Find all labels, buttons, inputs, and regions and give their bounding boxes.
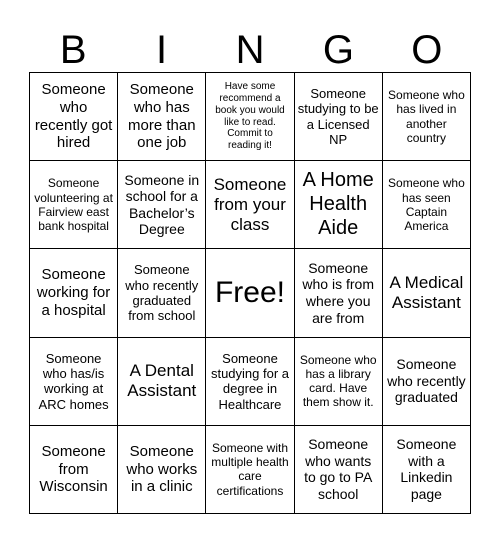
bingo-cell[interactable] — [295, 161, 383, 249]
bingo-cell[interactable] — [383, 73, 471, 161]
bingo-cell[interactable] — [383, 249, 471, 337]
bingo-cell[interactable] — [295, 73, 383, 161]
free-space[interactable] — [206, 249, 294, 337]
header-letter-o: O — [411, 28, 443, 72]
bingo-cell[interactable] — [206, 73, 294, 161]
header-letter-n: N — [235, 28, 265, 72]
cell-text: Someone who works in a clinic — [126, 442, 198, 496]
bingo-cell[interactable] — [118, 73, 206, 161]
bingo-cell[interactable] — [30, 249, 118, 337]
bingo-cell[interactable] — [30, 338, 118, 426]
cell-text: Someone who recently graduated from school — [125, 262, 199, 324]
bingo-cell[interactable] — [295, 249, 383, 337]
cell-text: Someone who recently got hired — [34, 81, 113, 152]
bingo-cell[interactable] — [118, 161, 206, 249]
header-letter-g: G — [322, 28, 354, 72]
bingo-cell[interactable] — [206, 426, 294, 514]
bingo-header — [29, 28, 471, 72]
cell-text: Someone with multiple health care certifications — [211, 441, 289, 498]
cell-text: A Medical Assistant — [389, 272, 464, 312]
bingo-cell[interactable] — [295, 426, 383, 514]
bingo-cell[interactable] — [383, 338, 471, 426]
bingo-cell[interactable] — [383, 161, 471, 249]
free-space-text: Free! — [214, 276, 285, 310]
cell-text: Have some recommend a book you would like to read. Commit to reading it! — [215, 81, 285, 152]
cell-text: Someone with a Linkedin page — [396, 436, 457, 502]
cell-text: Someone who wants to go to PA school — [304, 436, 373, 502]
cell-text: Someone who recently graduated — [387, 356, 466, 406]
bingo-cell[interactable] — [118, 426, 206, 514]
bingo-card — [29, 72, 471, 514]
cell-text: Someone who has more than one job — [128, 81, 196, 152]
cell-text: Someone who has lived in another country — [388, 88, 465, 145]
bingo-cell[interactable] — [206, 338, 294, 426]
cell-text: Someone volunteering at Fairview east bank hospital — [34, 176, 113, 233]
bingo-cell[interactable] — [118, 249, 206, 337]
cell-text: Someone working for a hospital — [36, 266, 111, 319]
cell-text: Someone who has seen Captain America — [388, 176, 465, 233]
bingo-cell[interactable] — [30, 73, 118, 161]
cell-text: Someone from your class — [213, 174, 287, 234]
cell-text: Someone who has/is working at ARC homes — [38, 350, 109, 412]
cell-text: A Dental Assistant — [127, 361, 197, 401]
bingo-cell[interactable] — [30, 426, 118, 514]
header-letter-i: I — [156, 28, 168, 72]
cell-text: Someone from Wisconsin — [39, 442, 108, 496]
header-letter-b: B — [59, 28, 87, 72]
bingo-cell[interactable] — [118, 338, 206, 426]
cell-text: A Home Health Aide — [302, 169, 374, 239]
bingo-cell[interactable] — [206, 161, 294, 249]
cell-text: Someone who is from where you are from — [302, 259, 374, 326]
cell-text: Someone studying for a degree in Healthcare — [210, 350, 290, 412]
bingo-cell[interactable] — [30, 161, 118, 249]
cell-text: Someone studying to be a Licensed NP — [297, 85, 379, 147]
bingo-cell[interactable] — [295, 338, 383, 426]
bingo-cell[interactable] — [383, 426, 471, 514]
cell-text: Someone in school for a Bachelor’s Degree — [124, 171, 200, 238]
cell-text: Someone who has a library card. Have them show it. — [299, 352, 377, 410]
